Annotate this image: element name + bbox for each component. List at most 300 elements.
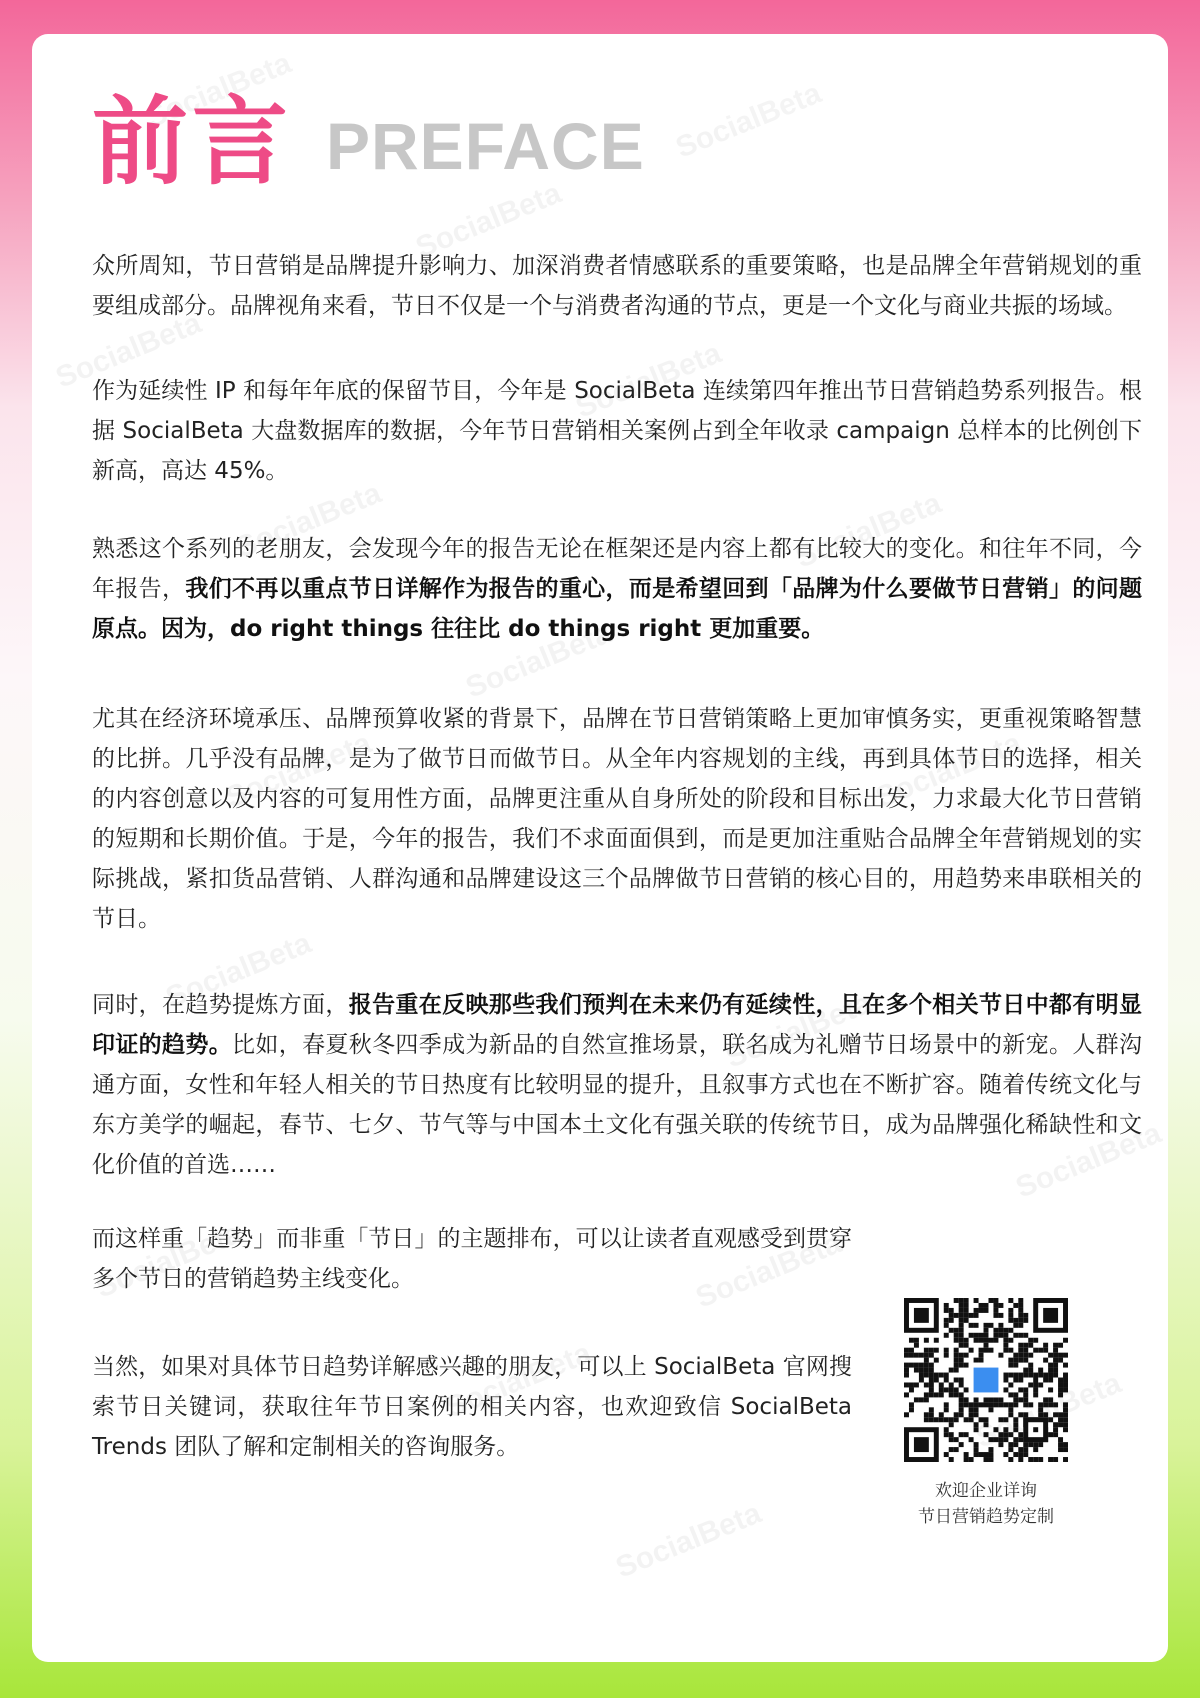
content-card <box>32 34 1168 1662</box>
qr-module <box>944 1432 949 1437</box>
qr-module <box>909 1407 914 1412</box>
qr-module <box>984 1417 989 1422</box>
qr-module <box>984 1402 989 1407</box>
qr-module <box>1028 1363 1033 1368</box>
qr-module <box>1053 1427 1058 1432</box>
qr-logo-icon <box>974 1368 999 1393</box>
qr-module <box>924 1348 929 1353</box>
qr-module <box>1058 1378 1063 1383</box>
qr-module <box>1063 1402 1068 1407</box>
qr-module <box>1018 1343 1023 1348</box>
qr-module <box>1038 1412 1043 1417</box>
qr-module <box>988 1457 993 1462</box>
qr-module <box>1023 1318 1028 1323</box>
qr-module <box>1058 1437 1063 1442</box>
title-chinese: 前言 <box>92 86 292 198</box>
qr-module <box>979 1358 984 1363</box>
qr-module <box>914 1397 919 1402</box>
qr-module <box>959 1407 964 1412</box>
qr-module <box>1048 1373 1053 1378</box>
qr-caption-line2: 节日营销趋势定制 <box>918 1507 1054 1527</box>
qr-module <box>984 1348 989 1353</box>
qr-module <box>1033 1382 1038 1387</box>
qr-module <box>964 1318 969 1323</box>
paragraph-5 <box>92 985 1142 1185</box>
qr-module <box>1038 1368 1043 1373</box>
qr-module <box>1053 1343 1058 1348</box>
qr-module <box>1003 1427 1008 1432</box>
qr-module <box>974 1323 979 1328</box>
qr-module <box>1023 1452 1028 1457</box>
qr-module <box>1028 1353 1033 1358</box>
qr-module <box>998 1313 1003 1318</box>
qr-module <box>1008 1308 1013 1313</box>
qr-module <box>959 1343 964 1348</box>
qr-module <box>1018 1313 1023 1318</box>
qr-module <box>924 1373 929 1378</box>
qr-module <box>1033 1338 1038 1343</box>
qr-module <box>1013 1323 1018 1328</box>
qr-module <box>1003 1452 1008 1457</box>
qr-module <box>954 1338 959 1343</box>
qr-module <box>984 1323 989 1328</box>
qr-module <box>919 1353 924 1358</box>
qr-module <box>929 1382 934 1387</box>
qr-code-image[interactable] <box>904 1298 1068 1462</box>
qr-module <box>1063 1417 1068 1422</box>
qr-module <box>1043 1378 1048 1383</box>
qr-module <box>1018 1447 1023 1452</box>
qr-module <box>959 1397 964 1402</box>
qr-module <box>974 1442 979 1447</box>
qr-module <box>929 1392 934 1397</box>
qr-module <box>974 1333 979 1338</box>
qr-module <box>954 1358 959 1363</box>
qr-module <box>959 1353 964 1358</box>
qr-module <box>1043 1373 1048 1378</box>
qr-module <box>1018 1348 1023 1353</box>
qr-module <box>988 1437 993 1442</box>
qr-module <box>964 1452 969 1457</box>
qr-module <box>993 1338 998 1343</box>
qr-module <box>929 1417 934 1422</box>
qr-module <box>979 1333 984 1338</box>
qr-module <box>1063 1382 1068 1387</box>
qr-module <box>959 1358 964 1363</box>
qr-module <box>1053 1412 1058 1417</box>
qr-module <box>984 1333 989 1338</box>
qr-module <box>909 1353 914 1358</box>
qr-module <box>954 1417 959 1422</box>
qr-module <box>1038 1407 1043 1412</box>
qr-module <box>949 1308 954 1313</box>
qr-module <box>998 1353 1003 1358</box>
qr-module <box>944 1333 949 1338</box>
qr-module <box>944 1452 949 1457</box>
qr-module <box>904 1353 909 1358</box>
text-run: 同时，在趋势提炼方面， <box>92 992 349 1018</box>
qr-module <box>1003 1437 1008 1442</box>
qr-module <box>924 1353 929 1358</box>
qr-module <box>974 1412 979 1417</box>
qr-module <box>944 1308 949 1313</box>
qr-module <box>1013 1358 1018 1363</box>
qr-module <box>1058 1358 1063 1363</box>
qr-module <box>998 1432 1003 1437</box>
qr-module <box>1058 1343 1063 1348</box>
qr-module <box>929 1353 934 1358</box>
qr-module <box>1028 1343 1033 1348</box>
qr-module <box>1018 1323 1023 1328</box>
qr-module <box>993 1427 998 1432</box>
qr-module <box>1038 1457 1043 1462</box>
qr-module <box>1003 1328 1008 1333</box>
qr-module <box>939 1373 944 1378</box>
qr-module <box>954 1368 959 1373</box>
qr-module <box>969 1348 974 1353</box>
qr-module <box>988 1323 993 1328</box>
qr-module <box>1013 1378 1018 1383</box>
qr-module <box>954 1378 959 1383</box>
qr-module <box>1048 1417 1053 1422</box>
page-title <box>92 86 645 198</box>
qr-module <box>959 1442 964 1447</box>
qr-module <box>1053 1353 1058 1358</box>
qr-module <box>1063 1457 1068 1462</box>
qr-module <box>929 1348 934 1353</box>
qr-module <box>924 1363 929 1368</box>
qr-module <box>904 1373 909 1378</box>
qr-module <box>1048 1368 1053 1373</box>
qr-module <box>924 1392 929 1397</box>
qr-module <box>1023 1447 1028 1452</box>
qr-module <box>924 1368 929 1373</box>
qr-module <box>1063 1373 1068 1378</box>
qr-module <box>939 1392 944 1397</box>
qr-module <box>1018 1303 1023 1308</box>
qr-module <box>1033 1387 1038 1392</box>
qr-module <box>944 1323 949 1328</box>
qr-module <box>1008 1358 1013 1363</box>
qr-module <box>954 1313 959 1318</box>
qr-module <box>909 1387 914 1392</box>
qr-module <box>988 1348 993 1353</box>
qr-module <box>984 1308 989 1313</box>
text-run: 熟悉这个系列的老朋友，会发现今年的报告无论在框架还是内容上都有比较大的变化。和往年不同，今年报告， <box>92 536 1142 602</box>
qr-module <box>1018 1457 1023 1462</box>
qr-module <box>1048 1363 1053 1368</box>
qr-module <box>1008 1318 1013 1323</box>
qr-module <box>954 1412 959 1417</box>
qr-module <box>964 1298 969 1303</box>
title-english: PREFACE <box>326 109 645 183</box>
qr-module <box>1008 1392 1013 1397</box>
qr-module <box>1008 1407 1013 1412</box>
qr-module <box>1003 1387 1008 1392</box>
qr-module <box>979 1303 984 1308</box>
qr-module <box>1013 1333 1018 1338</box>
qr-module <box>1008 1328 1013 1333</box>
qr-module <box>914 1368 919 1373</box>
qr-module <box>1013 1452 1018 1457</box>
qr-module <box>924 1397 929 1402</box>
qr-module <box>1003 1333 1008 1338</box>
qr-module <box>959 1392 964 1397</box>
qr-module <box>988 1407 993 1412</box>
qr-module <box>1013 1402 1018 1407</box>
qr-module <box>919 1373 924 1378</box>
qr-module <box>979 1353 984 1358</box>
qr-module <box>904 1392 909 1397</box>
qr-module <box>1063 1412 1068 1417</box>
qr-module <box>1033 1442 1038 1447</box>
qr-module <box>964 1363 969 1368</box>
qr-module <box>954 1437 959 1442</box>
qr-module <box>1033 1378 1038 1383</box>
qr-module <box>1063 1353 1068 1358</box>
qr-module <box>1033 1392 1038 1397</box>
qr-module <box>979 1417 984 1422</box>
qr-module <box>1053 1363 1058 1368</box>
qr-module <box>959 1308 964 1313</box>
qr-module <box>974 1338 979 1343</box>
qr-module <box>954 1333 959 1338</box>
qr-module <box>988 1298 993 1303</box>
qr-module <box>1008 1382 1013 1387</box>
qr-module <box>1033 1373 1038 1378</box>
qr-module <box>1048 1432 1053 1437</box>
qr-module <box>1048 1353 1053 1358</box>
qr-module <box>949 1318 954 1323</box>
qr-module <box>974 1422 979 1427</box>
qr-module <box>1013 1442 1018 1447</box>
qr-module <box>904 1368 909 1373</box>
qr-module <box>939 1382 944 1387</box>
qr-module <box>998 1328 1003 1333</box>
qr-module <box>909 1382 914 1387</box>
qr-module <box>984 1328 989 1333</box>
qr-module <box>914 1343 919 1348</box>
qr-module <box>974 1308 979 1313</box>
qr-module <box>1023 1348 1028 1353</box>
qr-module <box>964 1402 969 1407</box>
qr-module <box>934 1378 939 1383</box>
qr-module <box>939 1387 944 1392</box>
qr-module <box>939 1412 944 1417</box>
qr-module <box>949 1432 954 1437</box>
qr-module <box>949 1437 954 1442</box>
qr-module <box>939 1417 944 1422</box>
qr-module <box>984 1303 989 1308</box>
qr-module <box>929 1368 934 1373</box>
qr-module <box>1033 1447 1038 1452</box>
qr-module <box>1048 1457 1053 1462</box>
qr-module <box>1023 1358 1028 1363</box>
qr-module <box>1008 1447 1013 1452</box>
qr-module <box>993 1397 998 1402</box>
qr-module <box>949 1447 954 1452</box>
qr-module <box>993 1303 998 1308</box>
qr-module <box>993 1437 998 1442</box>
qr-module <box>954 1363 959 1368</box>
qr-module <box>998 1442 1003 1447</box>
qr-module <box>954 1353 959 1358</box>
qr-module <box>934 1417 939 1422</box>
qr-module <box>964 1417 969 1422</box>
qr-module <box>1003 1417 1008 1422</box>
bold-text: 报告重在反映那些我们预判在未来仍有延续性，且在多个相关节日中都有明显印证的趋势。 <box>92 992 1143 1058</box>
text-run: 众所周知，节日营销是品牌提升影响力、加深消费者情感联系的重要策略，也是品牌全年营销规划的重要组成部分。品牌视角来看，节日不仅是一个与消费者沟通的节点，更是一个文化与商业共振的场域。 <box>92 253 1142 319</box>
qr-module <box>1038 1373 1043 1378</box>
qr-module <box>1063 1427 1068 1432</box>
qr-module <box>988 1338 993 1343</box>
qr-module <box>1053 1368 1058 1373</box>
qr-module <box>974 1447 979 1452</box>
qr-module <box>1058 1417 1063 1422</box>
qr-module <box>1013 1373 1018 1378</box>
qr-module <box>988 1447 993 1452</box>
qr-module <box>1058 1353 1063 1358</box>
qr-module <box>959 1323 964 1328</box>
qr-module <box>904 1363 909 1368</box>
qr-module <box>949 1387 954 1392</box>
qr-module <box>1013 1363 1018 1368</box>
qr-module <box>1018 1397 1023 1402</box>
qr-module <box>1048 1397 1053 1402</box>
qr-module <box>1018 1358 1023 1363</box>
qr-module <box>998 1397 1003 1402</box>
qr-module <box>1008 1432 1013 1437</box>
qr-module <box>974 1298 979 1303</box>
qr-module <box>1013 1427 1018 1432</box>
qr-module <box>1048 1378 1053 1383</box>
qr-module <box>914 1382 919 1387</box>
qr-module <box>929 1378 934 1383</box>
qr-module <box>1023 1343 1028 1348</box>
qr-module <box>988 1402 993 1407</box>
qr-module <box>1058 1442 1063 1447</box>
qr-module <box>959 1303 964 1308</box>
qr-align-inner <box>1033 1427 1038 1432</box>
qr-module <box>959 1382 964 1387</box>
qr-module <box>924 1358 929 1363</box>
text-run: 比如，春夏秋冬四季成为新品的自然宣推场景，联名成为礼赠节日场景中的新宠。人群沟通方面，女性和年轻人相关的节日热度有比较明显的提升，且叙事方式也在不断扩容。随着传统文化与东方美学的崛起，春节、七夕、节气等与中国本土文化有强关联的传统节日，成为品牌强化稀缺性和文化价值的首选…… <box>92 1032 1143 1178</box>
qr-module <box>974 1358 979 1363</box>
qr-module <box>959 1402 964 1407</box>
qr-module <box>974 1407 979 1412</box>
qr-module <box>1003 1402 1008 1407</box>
qr-module <box>954 1392 959 1397</box>
qr-module <box>1063 1422 1068 1427</box>
qr-module <box>929 1373 934 1378</box>
qr-module <box>1023 1353 1028 1358</box>
qr-module <box>959 1333 964 1338</box>
qr-module <box>1053 1373 1058 1378</box>
qr-module <box>1038 1402 1043 1407</box>
qr-module <box>969 1412 974 1417</box>
qr-module <box>1008 1298 1013 1303</box>
qr-module <box>1023 1368 1028 1373</box>
qr-module <box>954 1387 959 1392</box>
qr-module <box>984 1343 989 1348</box>
qr-finder-inner <box>914 1437 929 1452</box>
qr-module <box>1053 1457 1058 1462</box>
qr-module <box>1023 1442 1028 1447</box>
qr-module <box>924 1412 929 1417</box>
qr-module <box>1028 1338 1033 1343</box>
qr-module <box>954 1348 959 1353</box>
qr-module <box>944 1348 949 1353</box>
qr-module <box>1063 1378 1068 1383</box>
qr-module <box>974 1397 979 1402</box>
qr-module <box>944 1378 949 1383</box>
qr-module <box>964 1457 969 1462</box>
qr-module <box>1053 1402 1058 1407</box>
qr-module <box>1018 1378 1023 1383</box>
qr-module <box>964 1432 969 1437</box>
qr-module <box>1013 1353 1018 1358</box>
qr-module <box>993 1328 998 1333</box>
qr-module <box>1018 1387 1023 1392</box>
qr-module <box>944 1373 949 1378</box>
qr-module <box>904 1348 909 1353</box>
qr-module <box>1018 1412 1023 1417</box>
qr-module <box>984 1397 989 1402</box>
qr-module <box>969 1407 974 1412</box>
qr-module <box>1023 1313 1028 1318</box>
qr-module <box>1058 1422 1063 1427</box>
qr-module <box>998 1437 1003 1442</box>
qr-module <box>944 1407 949 1412</box>
qr-module <box>1058 1412 1063 1417</box>
qr-module <box>1013 1392 1018 1397</box>
qr-module <box>969 1402 974 1407</box>
qr-module <box>929 1387 934 1392</box>
qr-module <box>924 1417 929 1422</box>
qr-module <box>1018 1373 1023 1378</box>
qr-module <box>1023 1387 1028 1392</box>
qr-module <box>944 1318 949 1323</box>
qr-module <box>959 1338 964 1343</box>
qr-module <box>964 1308 969 1313</box>
qr-module <box>949 1328 954 1333</box>
qr-module <box>1023 1402 1028 1407</box>
qr-module <box>1063 1338 1068 1343</box>
text-run: 尤其在经济环境承压、品牌预算收紧的背景下，品牌在节日营销策略上更加审慎务实，更重视策略智慧的比拼。几乎没有品牌，是为了做节日而做节日。从全年内容规划的主线，再到具体节日的选择，相关的内容创意以及内容的可复用性方面，品牌更注重从自身所处的阶段和目标出发，力求最大化节日营销的短期和长期价值。于是，今年的报告，我们不求面面俱到，而是更加注重贴合品牌全年营销规划的实际挑战，紧扣货品营销、人群沟通和品牌建设这三个品牌做节日营销的核心目的，用趋势来串联相关的节日。 <box>92 706 1142 932</box>
bold-text: 我们不再以重点节日详解作为报告的重心，而是希望回到「品牌为什么要做节日营销」的问题原点。因为，do right things 往往比 do things right 更加重要。 <box>92 576 1143 642</box>
qr-module <box>993 1402 998 1407</box>
qr-module <box>1048 1387 1053 1392</box>
qr-module <box>909 1402 914 1407</box>
qr-module <box>944 1303 949 1308</box>
qr-module <box>969 1333 974 1338</box>
paragraph-2 <box>92 371 1142 491</box>
paragraph-1 <box>92 246 1142 326</box>
qr-module <box>1003 1378 1008 1383</box>
qr-module <box>959 1298 964 1303</box>
qr-module <box>1003 1432 1008 1437</box>
qr-module <box>949 1313 954 1318</box>
qr-module <box>1028 1442 1033 1447</box>
qr-module <box>919 1397 924 1402</box>
qr-module <box>1013 1422 1018 1427</box>
qr-module <box>1058 1382 1063 1387</box>
qr-module <box>964 1353 969 1358</box>
qr-module <box>1053 1358 1058 1363</box>
qr-module <box>1043 1358 1048 1363</box>
text-run: 而这样重「趋势」而非重「节日」的主题排布，可以让读者直观感受到贯穿多个节日的营销趋势主线变化。 <box>92 1226 852 1292</box>
qr-module <box>1018 1318 1023 1323</box>
